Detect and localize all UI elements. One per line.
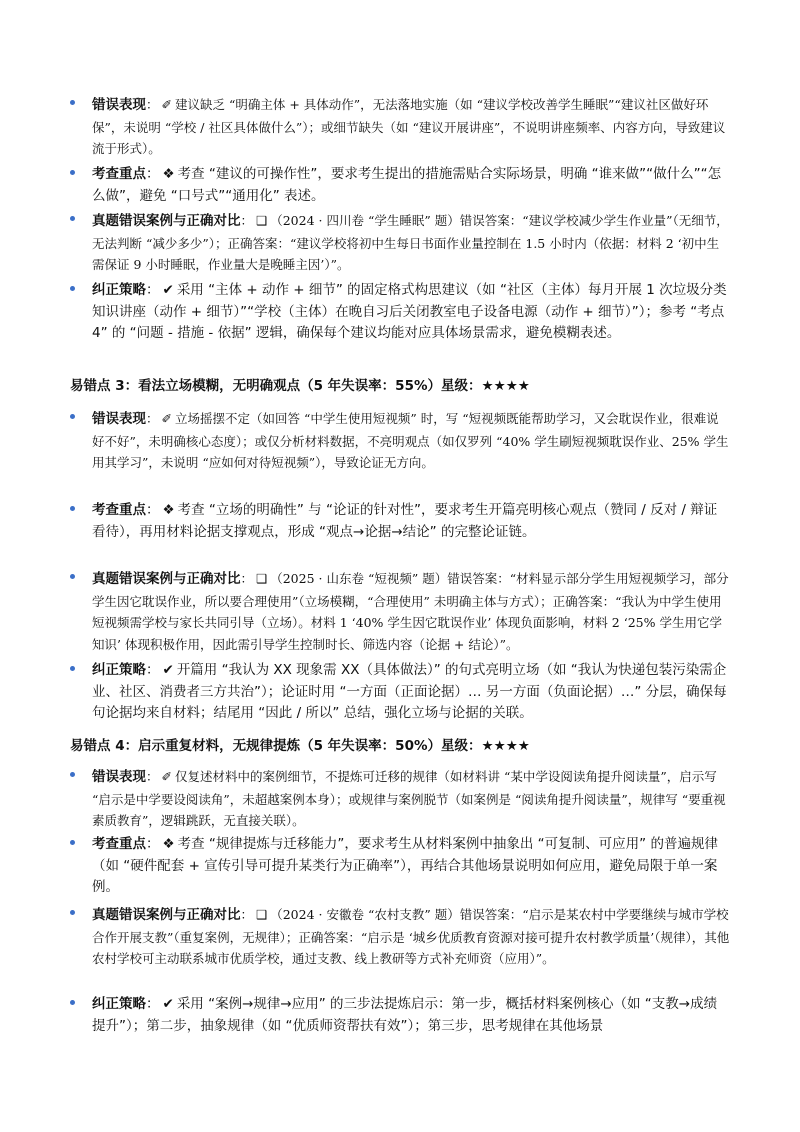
item-label: 错误表现 xyxy=(92,97,146,113)
item-text: 考查 “建议的可操作性”，要求考生提出的措施需贴合实际场景，明确 “谁来做”“做什么”“怎么做”，避免 “口号式”“通用化” 表述。 xyxy=(92,166,722,204)
diamond-icon: ❖ xyxy=(162,502,175,518)
list-item-body: 错误表现： ✐ 建议缺乏 “明确主体 + 具体动作”，无法落地实施（如 “建议学校改善学生睡眠”“建议社区做好环保”，未说明 “学校 / 社区具体做什么”）；或细节缺失（如 “建议开展讲座”，不说明讲座频率、内容方向，导致建议流于形式）。 xyxy=(92,94,730,160)
square-icon: ❑ xyxy=(256,907,268,922)
item-label: 考查重点 xyxy=(92,836,146,852)
list-item-body: 真题错误案例与正确对比： ❑ （2024 · 安徽卷 “农村支教” 题）错误答案：“启示是某农村中学要继续与城市学校合作开展支教”（重复案例，无规律）；正确答案：“启示是 ‘城乡优质教育资源对接可提升农村教学质量’（规律），其他农村学校可主动联系城市优质学校，通过支教、线上教研等方式补充师资（应用）”。 xyxy=(92,904,730,970)
section-heading: 易错点 3：看法立场模糊，无明确观点（5 年失误率：55%）星级：★★★★ xyxy=(70,378,530,394)
list-item xyxy=(70,994,730,1037)
list-item-body: 错误表现： ✐ 仅复述材料中的案例细节，不提炼可迁移的规律（如材料讲 “某中学设阅读角提升阅读量”，启示写 “启示是中学要设阅读角”，未超越案例本身）；或规律与案例脱节（如案例是 “阅读角提升阅读量”，规律写 “要重视素质教育”，逻辑跳跃，无直接关联）。 xyxy=(92,766,730,832)
pencil-icon: ✐ xyxy=(161,97,172,112)
bullet-icon xyxy=(70,1000,75,1005)
list-item xyxy=(70,766,730,832)
list-item-body: 错误表现： ✐ 立场摇摆不定（如回答 “中学生使用短视频” 时，写 “短视频既能帮助学习，又会耽误作业，很难说好不好”，未明确核心态度）；或仅分析材料数据，不亮明观点（如仅罗列 “40% 学生刷短视频耽误作业、25% 学生用其学习”，未说明 “应如何对待短视频”），导致论证无方向。 xyxy=(92,408,730,474)
list-item-body: 真题错误案例与正确对比： ❑ （2024 · 四川卷 “学生睡眠” 题）错误答案：“建议学校减少学生作业量”（无细节，无法判断 “减少多少”）；正确答案：“建议学校将初中生每日书面作业量控制在 1.5 小时内（依据：材料 2 ‘初中生需保证 9 小时睡眠，作业量大是晚睡主因’）”。 xyxy=(92,210,730,276)
item-label: 纠正策略 xyxy=(92,282,146,298)
list-item-body: 考查重点： ❖ 考查 “规律提炼与迁移能力”，要求考生从材料案例中抽象出 “可复制、可应用” 的普遍规律（如 “硬件配套 + 宣传引导可提升某类行为正确率”），再结合其他场景说明如何应用，避免局限于单一案例。 xyxy=(92,836,718,895)
item-text: 建议缺乏 “明确主体 + 具体动作”，无法落地实施（如 “建议学校改善学生睡眠”“建议社区做好环保”，未说明 “学校 / 社区具体做什么”）；或细节缺失（如 “建议开展讲座”，不说明讲座频率、内容方向，导致建议流于形式）。 xyxy=(92,97,726,156)
list-item xyxy=(70,408,730,474)
item-text: （2024 · 四川卷 “学生睡眠” 题）错误答案：“建议学校减少学生作业量”（无细节，无法判断 “减少多少”）；正确答案：“建议学校将初中生每日书面作业量控制在 1.5 小时内（依据：材料 2 ‘初中生需保证 9 小时睡眠，作业量大是晚睡主因’）”。 xyxy=(92,213,729,272)
pencil-icon: ✐ xyxy=(161,411,172,426)
list-item xyxy=(70,834,730,899)
list-item-body: 纠正策略： ✔ 开篇用 “我认为 XX 现象需 XX（具体做法）” 的句式亮明立场（如 “我认为快递包装污染需企业、社区、消费者三方共治”）；论证时用 “一方面（正面论据）… 另一方面（负面论据）…” 分层，确保每句论据均来自材料；结尾用 “因此 / 所以” 总结，强化立场与论据的关联。 xyxy=(92,662,727,721)
bullet-icon xyxy=(70,414,75,419)
item-text: 仅复述材料中的案例细节，不提炼可迁移的规律（如材料讲 “某中学设阅读角提升阅读量”，启示写 “启示是中学要设阅读角”，未超越案例本身）；或规律与案例脱节（如案例是 “阅读角提升阅读量”，规律写 “要重视素质教育”，逻辑跳跃，无直接关联）。 xyxy=(92,769,726,828)
item-text: （2025 · 山东卷 “短视频” 题）错误答案：“材料显示部分学生用短视频学习，部分学生因它耽误作业，所以要合理使用”（立场模糊，“合理使用” 未明确主体与方式）；正确答案：“我认为中学生使用短视频需学校与家长共同引导（立场）。材料 1 ‘40% 学生因它耽误作业’ 体现负面影响，材料 2 ‘25% 学生用它学知识’ 体现积极作用，因此需引导学生控制时长、筛选内容（论据 + 结论）”。 xyxy=(92,571,729,652)
item-text: 采用 “主体 + 动作 + 细节” 的固定格式构思建议（如 “社区（主体）每月开展 1 次垃圾分类知识讲座（动作 + 细节）”“学校（主体）在晚自习后关闭教室电子设备电源（动作 + 细节）”）；参考 “考点 4” 的 “问题 - 措施 - 依据” 逻辑，确保每个建议均能对应具体场景需求，避免模糊表述。 xyxy=(92,282,727,341)
item-text: 立场摇摆不定（如回答 “中学生使用短视频” 时，写 “短视频既能帮助学习，又会耽误作业，很难说好不好”，未明确核心态度）；或仅分析材料数据，不亮明观点（如仅罗列 “40% 学生刷短视频耽误作业、25% 学生用其学习”，未说明 “应如何对待短视频”），导致论证无方向。 xyxy=(92,411,729,470)
bullet-icon xyxy=(70,100,75,105)
item-text: 采用 “案例→规律→应用” 的三步法提炼启示：第一步，概括材料案例核心（如 “支教→成绩提升”）；第二步，抽象规律（如 “优质师资帮扶有效”）；第三步，思考规律在其他场景 xyxy=(92,996,718,1034)
list-item xyxy=(70,568,730,655)
item-text: 开篇用 “我认为 XX 现象需 XX（具体做法）” 的句式亮明立场（如 “我认为快递包装污染需企业、社区、消费者三方共治”）；论证时用 “一方面（正面论据）… 另一方面（负面论据）…” 分层，确保每句论据均来自材料；结尾用 “因此 / 所以” 总结，强化立场与论据的关联。 xyxy=(92,662,727,721)
list-item xyxy=(70,94,730,160)
list-item-body: 考查重点： ❖ 考查 “立场的明确性” 与 “论证的针对性”，要求考生开篇亮明核心观点（赞同 / 反对 / 辩证看待），再用材料论据支撑观点，形成 “观点→论据→结论” 的完整论证链。 xyxy=(92,502,718,540)
list-item-body: 纠正策略： ✔ 采用 “案例→规律→应用” 的三步法提炼启示：第一步，概括材料案例核心（如 “支教→成绩提升”）；第二步，抽象规律（如 “优质师资帮扶有效”）；第三步，思考规律在其他场景 xyxy=(92,996,718,1034)
list-item xyxy=(70,904,730,970)
list-item-body: 纠正策略： ✔ 采用 “主体 + 动作 + 细节” 的固定格式构思建议（如 “社区（主体）每月开展 1 次垃圾分类知识讲座（动作 + 细节）”“学校（主体）在晚自习后关闭教室电子设备电源（动作 + 细节）”）；参考 “考点 4” 的 “问题 - 措施 - 依据” 逻辑，确保每个建议均能对应具体场景需求，避免模糊表述。 xyxy=(92,282,727,341)
item-label: 考查重点 xyxy=(92,502,146,518)
section-heading: 易错点 4：启示重复材料，无规律提炼（5 年失误率：50%）星级：★★★★ xyxy=(70,738,530,754)
bullet-icon xyxy=(70,910,75,915)
item-label: 考查重点 xyxy=(92,166,146,182)
check-icon: ✔ xyxy=(162,996,174,1012)
item-label: 纠正策略 xyxy=(92,662,146,678)
list-item xyxy=(70,660,730,725)
item-label: 真题错误案例与正确对比 xyxy=(92,213,241,229)
list-item xyxy=(70,500,730,543)
item-label: 错误表现 xyxy=(92,769,146,785)
square-icon: ❑ xyxy=(256,571,268,586)
check-icon: ✔ xyxy=(162,282,174,298)
bullet-icon xyxy=(70,840,75,845)
item-text: 考查 “规律提炼与迁移能力”，要求考生从材料案例中抽象出 “可复制、可应用” 的普遍规律（如 “硬件配套 + 宣传引导可提升某类行为正确率”），再结合其他场景说明如何应用，避免局限于单一案例。 xyxy=(92,836,718,895)
bullet-icon xyxy=(70,506,75,511)
item-text: 考查 “立场的明确性” 与 “论证的针对性”，要求考生开篇亮明核心观点（赞同 / 反对 / 辩证看待），再用材料论据支撑观点，形成 “观点→论据→结论” 的完整论证链。 xyxy=(92,502,718,540)
bullet-icon xyxy=(70,170,75,175)
list-item xyxy=(70,164,730,207)
square-icon: ❑ xyxy=(256,213,268,228)
item-label: 纠正策略 xyxy=(92,996,146,1012)
pencil-icon: ✐ xyxy=(161,769,172,784)
bullet-icon xyxy=(70,666,75,671)
check-icon: ✔ xyxy=(162,662,174,678)
item-label: 错误表现 xyxy=(92,411,146,427)
diamond-icon: ❖ xyxy=(162,166,175,182)
diamond-icon: ❖ xyxy=(162,836,175,852)
bullet-icon xyxy=(70,574,75,579)
list-item-body: 考查重点： ❖ 考查 “建议的可操作性”，要求考生提出的措施需贴合实际场景，明确 “谁来做”“做什么”“怎么做”，避免 “口号式”“通用化” 表述。 xyxy=(92,166,722,204)
bullet-icon xyxy=(70,772,75,777)
bullet-icon xyxy=(70,286,75,291)
bullet-icon xyxy=(70,216,75,221)
list-item-body: 真题错误案例与正确对比： ❑ （2025 · 山东卷 “短视频” 题）错误答案：“材料显示部分学生用短视频学习，部分学生因它耽误作业，所以要合理使用”（立场模糊，“合理使用” 未明确主体与方式）；正确答案：“我认为中学生使用短视频需学校与家长共同引导（立场）。材料 1 ‘40% 学生因它耽误作业’ 体现负面影响，材料 2 ‘25% 学生用它学知识’ 体现积极作用，因此需引导学生控制时长、筛选内容（论据 + 结论）”。 xyxy=(92,568,730,655)
item-text: （2024 · 安徽卷 “农村支教” 题）错误答案：“启示是某农村中学要继续与城市学校合作开展支教”（重复案例，无规律）；正确答案：“启示是 ‘城乡优质教育资源对接可提升农村教学质量’（规律），其他农村学校可主动联系城市优质学校，通过支教、线上教研等方式补充师资（应用）”。 xyxy=(92,907,730,966)
item-label: 真题错误案例与正确对比 xyxy=(92,571,241,587)
item-label: 真题错误案例与正确对比 xyxy=(92,907,241,923)
list-item xyxy=(70,210,730,276)
list-item xyxy=(70,280,730,345)
